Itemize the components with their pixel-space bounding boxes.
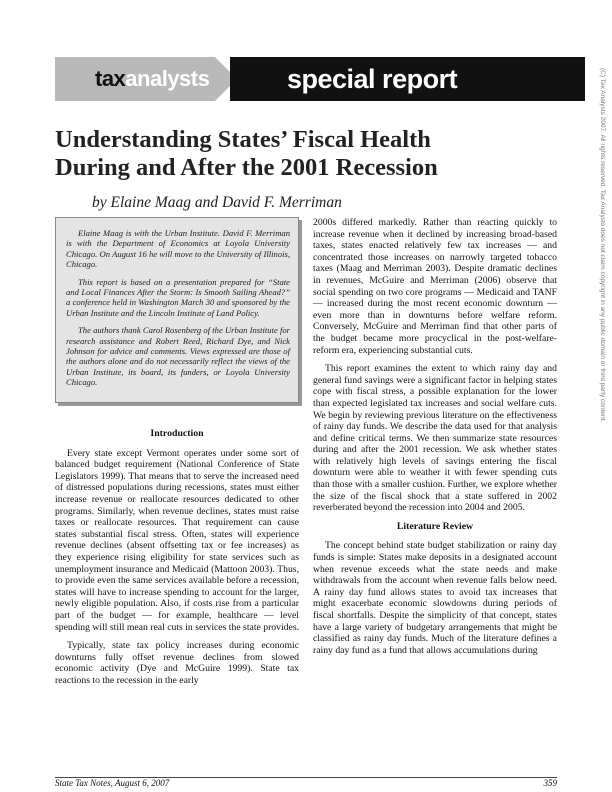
box-paragraph: The authors thank Carol Rosenberg of the Urban Institute for research assistance and Robert Reed, Richard Dye, and Nick Johnson for advice and comments. Views expressed are those of the authors alone and do not necessarily reflect the views of the Urban Institute, its board, its funders, or Loyola University Chicago. — [66, 325, 290, 388]
page-number: 359 — [543, 778, 557, 788]
copyright-note: (C) Tax Analysts 2007. All rights reserved. Tax Analysts does not claim copyright in any public domain or third party content. — [599, 68, 606, 423]
right-column — [313, 217, 557, 663]
body-paragraph: 2000s differed markedly. Rather than reacting quickly to increase revenue when it declined by increasing broad-based taxes, states enacted relatively few tax increases — and concentrated those increases on narrowly targeted tobacco taxes (Maag and Merriman 2003). Despite dramatic declines in revenues, McGuire and Merriman (2006) observe that social spending on two core programs — Medicaid and TANF — increased during the most recent economic downturn — even more than in downturns before welfare reform. Conversely, McGuire and Merriman find that other parts of the budget became more procyclical in the post-welfare-reform era, experiencing substantial cuts. — [313, 217, 557, 356]
footer-journal: State Tax Notes, August 6, 2007 — [55, 778, 170, 788]
body-paragraph: Every state except Vermont operates under some sort of balanced budget requirement (National Conference of State Legislators 1999). That means that to serve the increased need of distressed populations during recessions, states must either increase revenue or reallocate resources dedicated to other programs. Similarly, when revenue declines, states must raise taxes or reallocate resources. That requirement can cause states substantial fiscal stress. Often, states will experience revenue declines (absent offsetting tax or fee increases) as they experience rising eligibility for state services such as unemployment insurance and Medicaid (Mattoon 2003). Thus, to provide even the same services available before a recession, states will have to increase spending to account for the larger, newly eligible population. Also, if costs rise from a particular part of the budget — for example, healthcare — level spending will still mean real cuts in services the state provides. — [55, 447, 300, 633]
body-paragraph: This report examines the extent to which rainy day and general fund savings were a significant factor in helping states cope with fiscal stress, a possible explanation for the lower than expected legislated tax increases and social welfare cuts. We begin by reviewing previous literature on the effectiveness of rainy day funds. We describe the data used for that analysis and define critical terms. We then summarize state resources during and after the 2001 recession. We ask whether states with relatively high levels of savings entering the fiscal downturn were able to weather it with fewer spending cuts than those with a smaller cushion. Further, we explore whether the size of the fiscal shock that a state suffered in 2002 reverberated beyond the recession into 2004 and 2005. — [313, 363, 557, 514]
box-paragraph: Elaine Maag is with the Urban Institute. David F. Merriman is with the Department of Economics at Loyola University Chicago. On August 16 he will move to the University of Illinois, Chicago. — [66, 228, 290, 270]
section-label: special report — [287, 64, 458, 94]
tax-analysts-logo: taxanalysts — [95, 66, 210, 91]
section-heading-literature-review: Literature Review — [396, 520, 474, 532]
header-banner — [55, 57, 585, 101]
box-paragraph: This report is based on a presentation prepared for “State and Local Finances After the Storm: Is Smooth Sailing Ahead?” a conference held in Washington March 30 and sponsored by the Urban Institute and the Lincoln Institute of Land Policy. — [66, 276, 290, 318]
byline: by Elaine Maag and David F. Merriman — [92, 194, 342, 211]
body-paragraph: Typically, state tax policy increases during economic downturns fully offset revenue declines from slowed economic activity (Dye and McGuire 1999). State tax reactions to the recession in the early — [55, 640, 299, 686]
article-title: Understanding States’ Fiscal Health During and After the 2001 Recession — [55, 126, 438, 181]
author-info-box — [55, 217, 299, 403]
left-column — [55, 428, 299, 693]
section-heading-introduction: Introduction — [150, 428, 204, 439]
body-paragraph: The concept behind state budget stabilization or rainy day funds is simple: States make deposits in a designated account when revenue exceeds what the state needs and make withdrawals from the account when revenue falls below need. A rainy day fund allows states to avoid tax increases that might exacerbate economic slowdowns during periods of fiscal shortfalls. Despite the simplicity of that concept, states have a large variety of budgetary arrangements that might be classified as rainy day funds. Much of the literature defines a rainy day fund as a fund that allows accumulations during — [313, 540, 557, 656]
